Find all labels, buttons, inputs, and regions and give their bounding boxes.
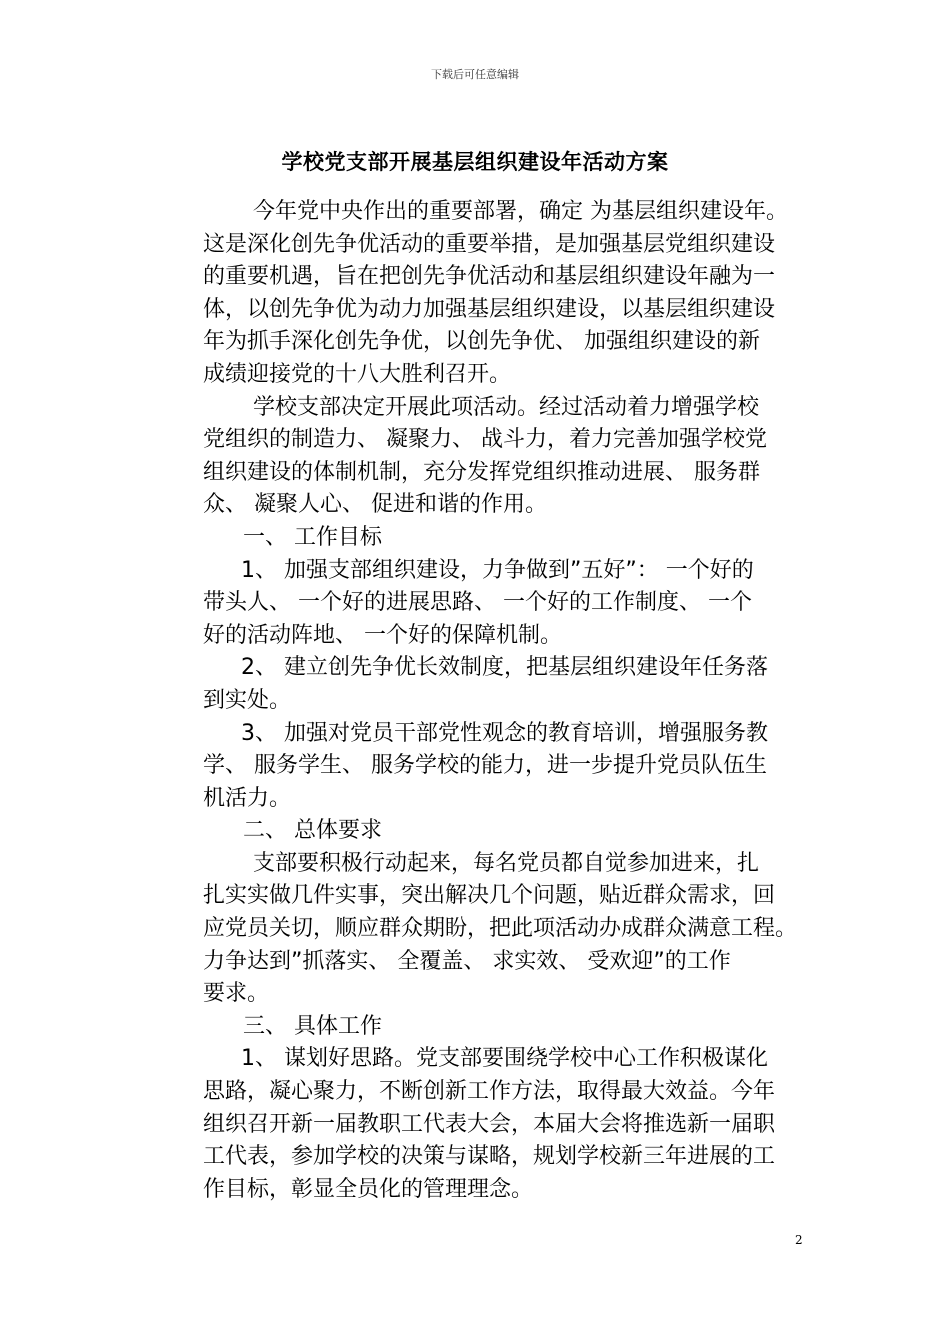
text-line: 好的活动阵地、 一个好的保障机制。 xyxy=(203,622,562,648)
text-line: 带头人、 一个好的进展思路、 一个好的工作制度、 一个 xyxy=(203,590,752,616)
text-line: 要求。 xyxy=(203,981,270,1007)
document-title: 学校党支部开展基层组织建设年活动方案 xyxy=(281,150,669,174)
text-line: 3、 加强对党员干部党性观念的教育培训，增强服务教 xyxy=(241,720,768,746)
text-line: 成绩迎接党的十八大胜利召开。 xyxy=(203,361,512,387)
text-line: 工代表，参加学校的决策与谋略，规划学校新三年进展的工 xyxy=(203,1144,776,1170)
text-line: 组织召开新一届教职工代表大会，本届大会将推选新一届职 xyxy=(203,1111,776,1137)
text-line: 组织建设的体制机制，充分发挥党组织推动进展、 服务群 xyxy=(203,459,760,485)
page-header: 下载后可任意编辑 xyxy=(431,68,519,81)
text-line: 扎实实做几件实事，突出解决几个问题，贴近群众需求，回 xyxy=(203,883,776,909)
text-line: 作目标，彰显全员化的管理理念。 xyxy=(203,1176,534,1202)
text-line: 学校支部决定开展此项活动。经过活动着力增强学校 xyxy=(253,394,760,420)
text-line: 1、 加强支部组织建设，力争做到”五好”： 一个好的 xyxy=(241,557,754,583)
section-heading: 二、 总体要求 xyxy=(243,818,382,844)
text-line: 的重要机遇，旨在把创先争优活动和基层组织建设年融为一 xyxy=(203,264,776,290)
text-line: 今年党中央作出的重要部署，确定 为基层组织建设年。 xyxy=(253,199,788,224)
text-line: 党组织的制造力、 凝聚力、 战斗力，着力完善加强学校党 xyxy=(203,427,767,453)
text-line: 力争达到”抓落实、 全覆盖、 求实效、 受欢迎”的工作 xyxy=(203,948,731,974)
text-line: 2、 建立创先争优长效制度，把基层组织建设年任务落 xyxy=(241,655,768,681)
text-line: 学、 服务学生、 服务学校的能力，进一步提升党员队伍生 xyxy=(203,753,767,779)
section-heading: 一、 工作目标 xyxy=(243,524,382,550)
document-body xyxy=(203,196,823,1206)
text-line: 体，以创先争优为动力加强基层组织建设，以基层组织建设 xyxy=(203,296,776,322)
text-line: 众、 凝聚人心、 促进和谐的作用。 xyxy=(203,492,547,518)
text-line: 年为抓手深化创先争优，以创先争优、 加强组织建设的新 xyxy=(203,329,760,355)
text-line: 这是深化创先争优活动的重要举措，是加强基层党组织建设 xyxy=(203,231,776,257)
page-number: 2 xyxy=(795,1233,803,1247)
section-heading: 三、 具体工作 xyxy=(243,1013,382,1039)
text-line: 应党员关切，顺应群众期盼，把此项活动办成群众满意工程。 xyxy=(203,916,798,942)
text-line: 支部要积极行动起来，每名党员都自觉参加进来，扎 xyxy=(253,850,760,876)
text-line: 1、 谋划好思路。党支部要围绕学校中心工作积极谋化 xyxy=(241,1046,768,1072)
text-line: 机活力。 xyxy=(203,785,292,811)
text-line: 到实处。 xyxy=(203,687,292,713)
text-line: 思路，凝心聚力，不断创新工作方法，取得最大效益。今年 xyxy=(203,1079,776,1105)
